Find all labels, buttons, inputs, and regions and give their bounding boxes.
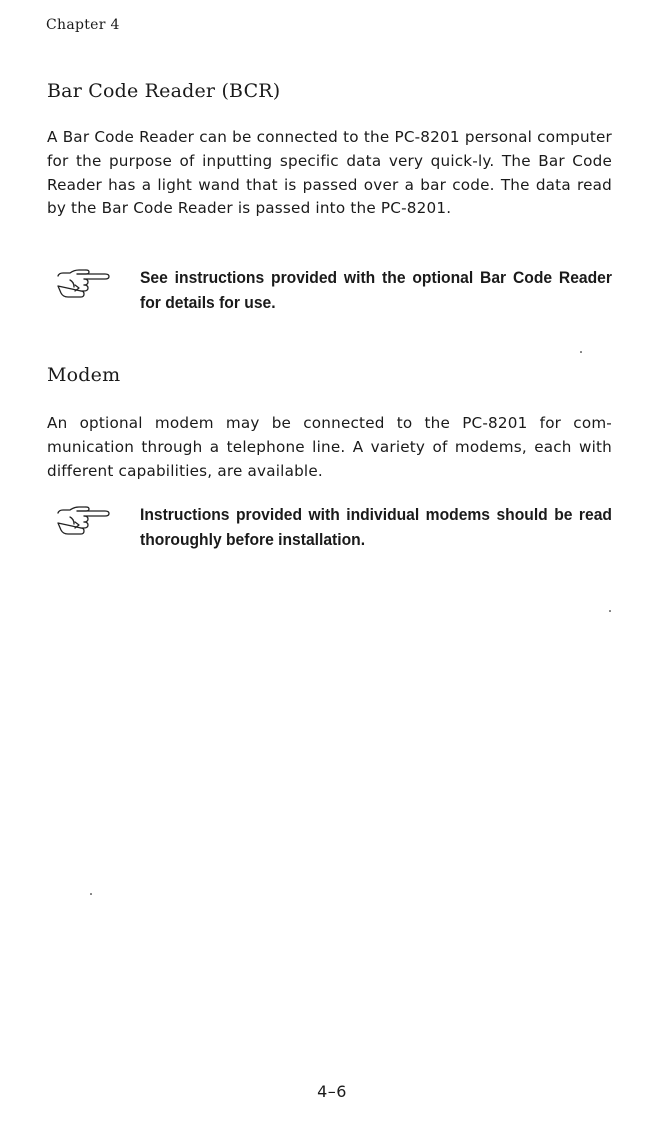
scan-speck [609, 610, 611, 612]
section-body-bar-code-reader: A Bar Code Reader can be connected to the PC-8201 personal computer for the purpose of inputting specific data very quick-ly. The Bar Code Reader has a light wand that is passed over a bar code. The data read by the Bar Code Reader is passed into the PC-8201. [47, 128, 612, 218]
running-header-chapter: Chapter 4 [46, 17, 120, 33]
section-heading-modem: Modem [47, 364, 121, 386]
pointing-hand-icon [55, 504, 117, 538]
pointing-hand-icon [55, 267, 117, 301]
page-number: 4–6 [317, 1082, 347, 1101]
note-text-bar-code-reader: See instructions provided with the optional Bar Code Reader for details for use. [140, 268, 612, 312]
note-text-modem: Instructions provided with individual modems should be read thoroughly before installation. [140, 505, 612, 549]
scan-speck [90, 893, 92, 895]
section-heading-bar-code-reader: Bar Code Reader (BCR) [47, 80, 281, 102]
section-body-modem: An optional modem may be connected to the PC-8201 for com-munication through a telephone line. A variety of modems, each with different capabilities, are available. [47, 414, 612, 480]
scan-speck [580, 351, 582, 353]
